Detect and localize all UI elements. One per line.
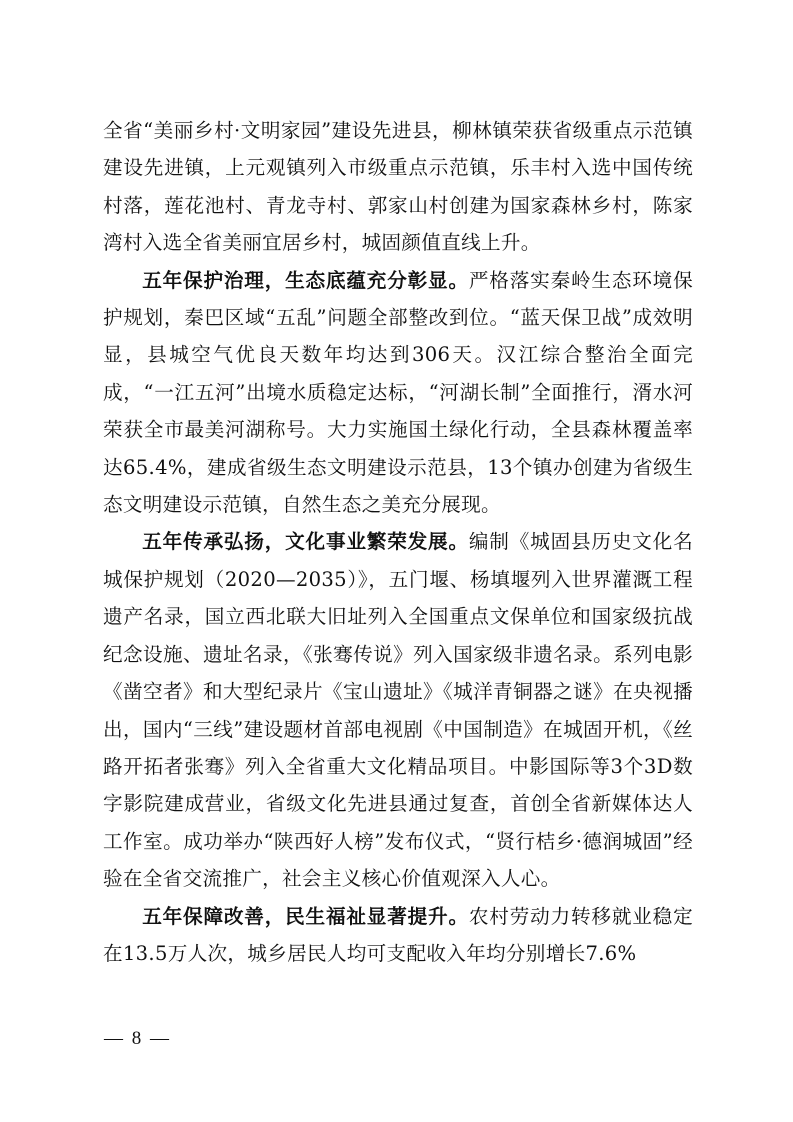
paragraph-heading: 五年保护治理，生态底蕴充分彰显。 [142,268,469,292]
paragraph-text: 严格落实秦岭生态环境保护规划，秦巴区域“五乱”问题全部整改到位。“蓝天保卫战”成效明显，县城空气优良天数年均达到306天。汉江综合整治全面完成，“一江五河”出境水质稳定达标，“河湖长制”全面推行，湑水河荣获全市最美河湖称号。大力实施国土绿化行动，全县森林覆盖率达65.4%，建成省级生态文明建设示范县，13个镇办创建为省级生态文明建设示范镇，自然生态之美充分展现。 [103,268,693,517]
paragraph-text: 全省“美丽乡村·文明家园”建设先进县，柳林镇荣获省级重点示范镇建设先进镇，上元观镇列入市级重点示范镇，乐丰村入选中国传统村落，莲花池村、青龙寺村、郭家山村创建为国家森林乡村，陈家湾村入选全省美丽宜居乡村，城固颜值直线上升。 [103,119,693,255]
paragraph-livelihood [103,898,693,973]
page-number: — 8 — [104,1028,171,1049]
paragraph-continued [103,112,693,262]
body-text [103,112,693,972]
paragraph-culture [103,523,693,897]
paragraph-text: 农村劳动力转移就业稳定在13.5万人次，城乡居民人均可支配收入年均分别增长7.6% [103,904,693,965]
paragraph-ecology [103,262,693,524]
paragraph-text: 编制《城固县历史文化名城保护规划（2020—2035）》，五门堰、杨填堰列入世界灌溉工程遗产名录，国立西北联大旧址列入全国重点文保单位和国家级抗战纪念设施、遗址名录，《张骞传说》列入国家级非遗名录。系列电影《凿空者》和大型纪录片《宝山遗址》《城洋青铜器之谜》在央视播出，国内“三线”建设题材首部电视剧《中国制造》在城固开机，《丝路开拓者张骞》列入全省重大文化精品项目。中影国际等3个3D数字影院建成营业，省级文化先进县通过复查，首创全省新媒体达人工作室。成功举办“陕西好人榜”发布仪式，“贤行桔乡·德润城固”经验在全省交流推广，社会主义核心价值观深入人心。 [103,530,693,891]
paragraph-heading: 五年传承弘扬，文化事业繁荣发展。 [142,530,469,554]
paragraph-heading: 五年保障改善，民生福祉显著提升。 [142,904,469,928]
